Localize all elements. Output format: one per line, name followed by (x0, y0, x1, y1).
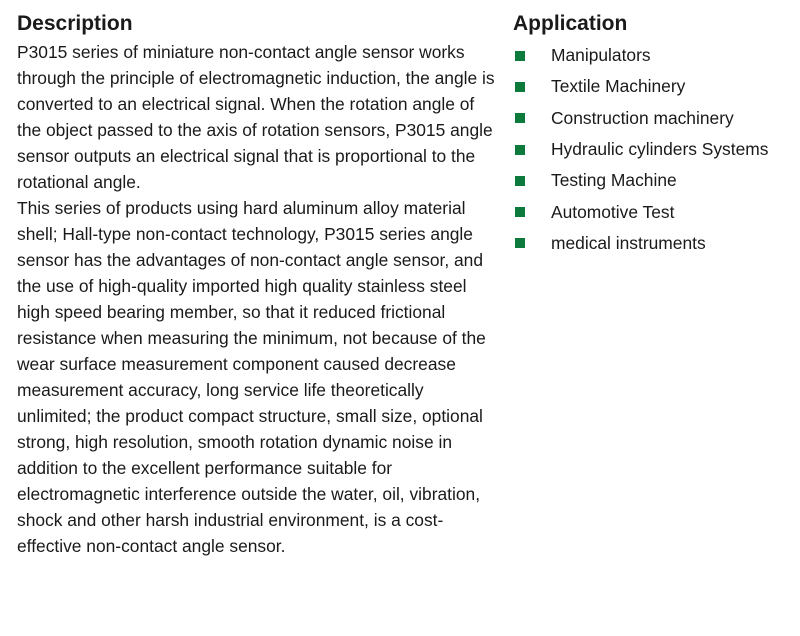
application-item-label: medical instruments (551, 232, 706, 253)
application-item (513, 40, 800, 71)
square-bullet-icon (515, 82, 525, 92)
application-item (513, 103, 800, 134)
application-item-label: Automotive Test (551, 201, 675, 222)
application-item-label: Manipulators (551, 45, 651, 66)
description-heading: Description (17, 12, 133, 35)
application-item (513, 228, 800, 259)
square-bullet-icon (515, 176, 525, 186)
application-list (513, 40, 800, 259)
square-bullet-icon (515, 145, 525, 155)
application-section (513, 10, 800, 259)
application-item-label: Construction machinery (551, 107, 734, 128)
description-paragraph: P3015 series of miniature non-contact angle sensor works through the principle of electromagnetic induction, the angle is converted to an electrical signal. When the rotation angle of the object passed to the axis of rotation sensors, P3015 angle sensor outputs an electrical signal that is proportional to the rotational angle. (17, 42, 495, 192)
square-bullet-icon (515, 238, 525, 248)
application-item-label: Hydraulic cylinders Systems (551, 139, 769, 160)
application-item (513, 165, 800, 196)
description-paragraph: This series of products using hard aluminum alloy material shell; Hall-type non-contact technology, P3015 series angle sensor has the advantages of non-contact angle sensor, and the use of high-quality imported high quality stainless steel high speed bearing member, so that it reduced frictional resistance when measuring the minimum, not because of the wear surface measurement component caused decrease measurement accuracy, long service life theoretically unlimited; the product compact structure, small size, optional strong, high resolution, smooth rotation dynamic noise in addition to the excellent performance suitable for electromagnetic interference outside the water, oil, vibration, shock and other harsh industrial environment, is a cost-effective non-contact angle sensor. (17, 198, 486, 556)
application-item (513, 134, 800, 165)
description-section (17, 10, 497, 559)
application-item (513, 196, 800, 227)
square-bullet-icon (515, 113, 525, 123)
application-heading: Application (513, 12, 628, 35)
application-item (513, 71, 800, 102)
square-bullet-icon (515, 207, 525, 217)
application-item-label: Testing Machine (551, 170, 677, 191)
square-bullet-icon (515, 51, 525, 61)
application-item-label: Textile Machinery (551, 76, 686, 97)
